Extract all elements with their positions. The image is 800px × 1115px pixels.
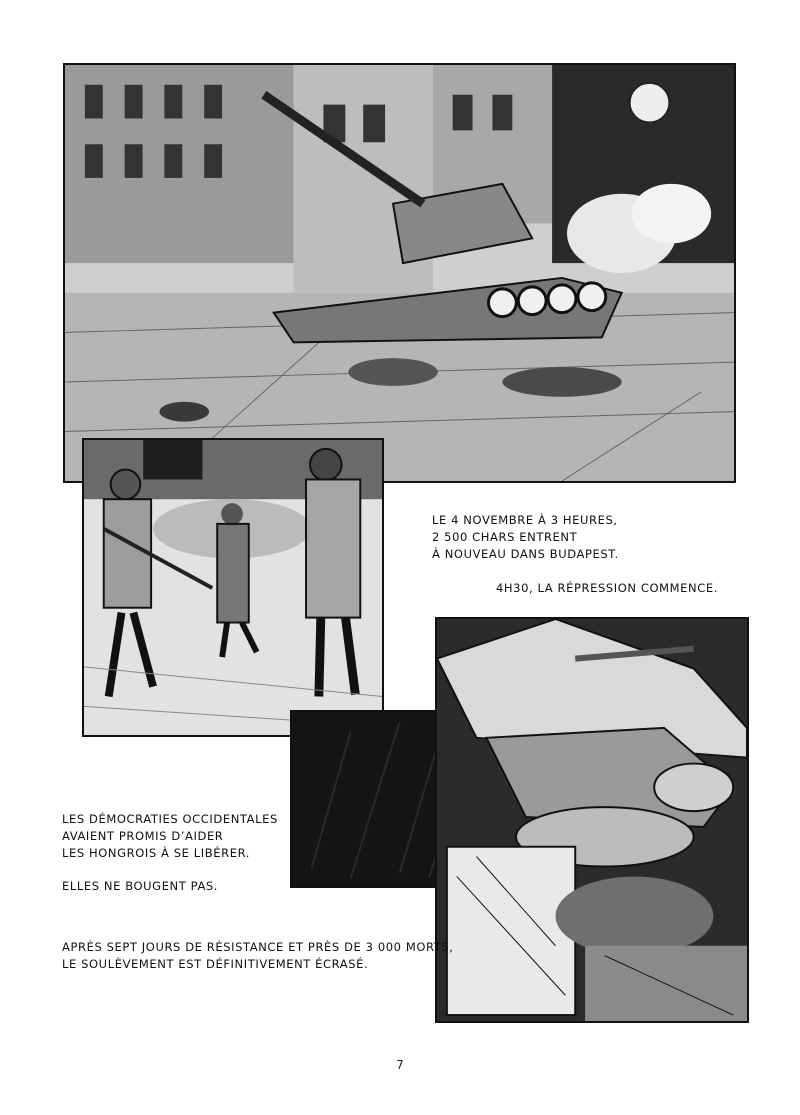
caption-tanks-line2: 2 500 CHARS ENTRENT xyxy=(432,530,578,544)
caption-democracies xyxy=(62,811,278,862)
tank-street-illustration xyxy=(65,65,734,481)
caption-crushed-line2: LE SOULÈVEMENT EST DÉFINITIVEMENT ÉCRASÉ. xyxy=(62,957,369,971)
tank-street-panel xyxy=(63,63,736,483)
caption-democracies-line1: LES DÉMOCRATIES OCCIDENTALES xyxy=(62,812,278,826)
page-number: 7 xyxy=(396,1058,404,1072)
caption-tanks-line1: LE 4 NOVEMBRE À 3 HEURES, xyxy=(432,513,618,527)
soldiers-illustration xyxy=(84,440,382,735)
caption-nomove xyxy=(62,878,218,895)
caption-repression-text: 4H30, LA RÉPRESSION COMMENCE. xyxy=(496,581,718,595)
caption-democracies-line3: LES HONGROIS À SE LIBÉRER. xyxy=(62,846,251,860)
caption-crushed xyxy=(62,939,454,973)
aftermath-illustration xyxy=(437,619,747,1021)
caption-tanks xyxy=(432,512,619,563)
caption-tanks-line3: À NOUVEAU DANS BUDAPEST. xyxy=(432,547,619,561)
caption-democracies-line2: AVAIENT PROMIS D’AIDER xyxy=(62,829,224,843)
caption-crushed-line1: APRÈS SEPT JOURS DE RÉSISTANCE ET PRÈS DE 3 000 MORTS, xyxy=(62,940,454,954)
caption-nomove-text: ELLES NE BOUGENT PAS. xyxy=(62,879,219,893)
caption-repression xyxy=(496,580,718,597)
soldiers-panel xyxy=(82,438,384,737)
aftermath-panel xyxy=(435,617,749,1023)
